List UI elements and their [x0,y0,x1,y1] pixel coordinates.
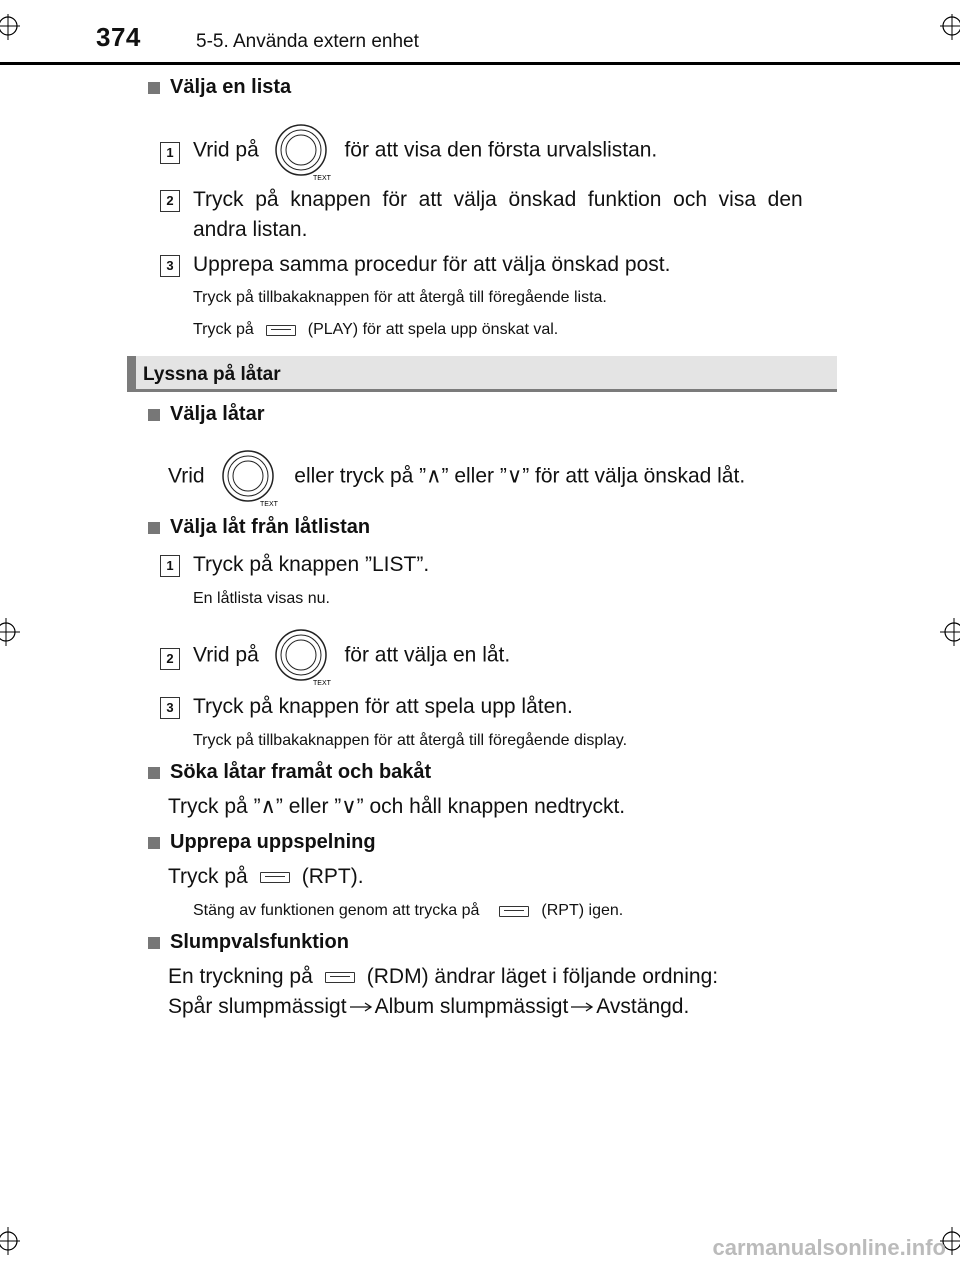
square-bullet-icon [148,837,160,849]
text-span: (RDM) ändrar läget i följande ordning: [366,965,719,988]
step-text [193,185,833,245]
step-number: 2 [160,190,180,212]
svg-text:TEXT: TEXT [312,680,331,687]
step-text: Tryck på knappen för att spela upp låten. [193,695,573,718]
heading-random [148,931,349,954]
heading-text: Välja låtar [170,403,265,425]
text-line: Tryck på knappen för att välja önskad funktion och visa den [193,188,803,211]
svg-text:TEXT: TEXT [312,175,331,182]
square-bullet-icon [148,522,160,534]
note-text: Tryck på tillbakaknappen för att återgå till föregående display. [193,732,628,749]
step-text: Tryck på knappen ”LIST”. [193,553,430,576]
header-rule [0,62,960,65]
tune-knob-icon [275,122,329,180]
button-icon [260,872,290,883]
square-bullet-icon [148,937,160,949]
tune-knob-icon [275,627,329,685]
watermark: carmanualsonline.info [712,1235,946,1260]
step-number: 1 [160,142,180,164]
heading-from-list [148,516,370,539]
step-number: 1 [160,555,180,577]
heading-repeat [148,831,376,854]
text-span: Avstängd. [596,995,690,1018]
text-span: Tryck på [168,865,248,888]
step-text [193,122,657,180]
square-bullet-icon [148,82,160,94]
text-span: Tryck på [193,321,254,338]
heading-choose-songs [148,403,265,426]
tune-knob-icon [222,448,279,508]
text-span: (PLAY) för att spela upp önskat val. [307,321,559,338]
text-span: eller tryck på ”∧” eller ”∨” för att välja önskad låt. [294,464,746,488]
heading-text: Välja en lista [170,76,292,98]
page-number: 374 [96,22,141,52]
text-line: andra listan. [193,218,308,241]
crop-mark-top-right [920,0,960,40]
note-text [193,902,623,920]
text-span: Vrid [168,464,205,488]
text-span: (RPT) igen. [541,902,624,919]
button-icon [499,906,529,917]
text-span: för att visa den första urvalslistan. [344,138,658,162]
chapter-title: 5-5. Använda extern enhet [196,31,419,52]
button-icon [266,325,296,336]
heading-text: Välja låt från låtlistan [170,516,371,538]
heading-choose-list [148,76,291,99]
arrow-right-icon [348,1000,374,1014]
step-number: 3 [160,255,180,277]
heading-seek [148,761,431,784]
note-text: En låtlista visas nu. [193,590,330,607]
text-span: för att välja en låt. [344,643,511,667]
svg-text:TEXT: TEXT [260,501,279,508]
crop-mark-top-left [0,0,40,40]
square-bullet-icon [148,767,160,779]
button-icon [325,972,355,983]
instruction-text [168,962,718,992]
text-span: Spår slumpmässigt [168,995,347,1018]
text-span: En tryckning på [168,965,313,988]
instruction-text [168,862,364,892]
text-span: Vrid på [193,138,259,162]
arrow-right-icon [569,1000,595,1014]
step-number: 2 [160,648,180,670]
crop-mark-bottom-left [0,1227,40,1267]
step-text: Upprepa samma procedur för att välja önskad post. [193,253,671,276]
text-span: Vrid på [193,643,259,667]
text-span: Album slumpmässigt [374,995,569,1018]
heading-text: Upprepa uppspelning [170,831,376,853]
instruction-text [168,992,689,1022]
heading-text: Söka låtar framåt och bakåt [170,761,432,783]
step-number: 3 [160,697,180,719]
note-text [193,321,558,339]
heading-text: Slumpvalsfunktion [170,931,349,953]
instruction-text [168,448,745,506]
text-span: Stäng av funktionen genom att trycka på [193,902,480,919]
step-text [193,627,510,685]
text-span: (RPT). [301,865,364,888]
crop-mark-mid-left [0,612,30,652]
instruction-text: Tryck på ”∧” eller ”∨” och håll knappen nedtryckt. [168,795,626,818]
section-title: Lyssna på låtar [143,364,281,385]
note-text: Tryck på tillbakaknappen för att återgå till föregående lista. [193,289,607,306]
crop-mark-mid-right [930,612,960,652]
square-bullet-icon [148,409,160,421]
